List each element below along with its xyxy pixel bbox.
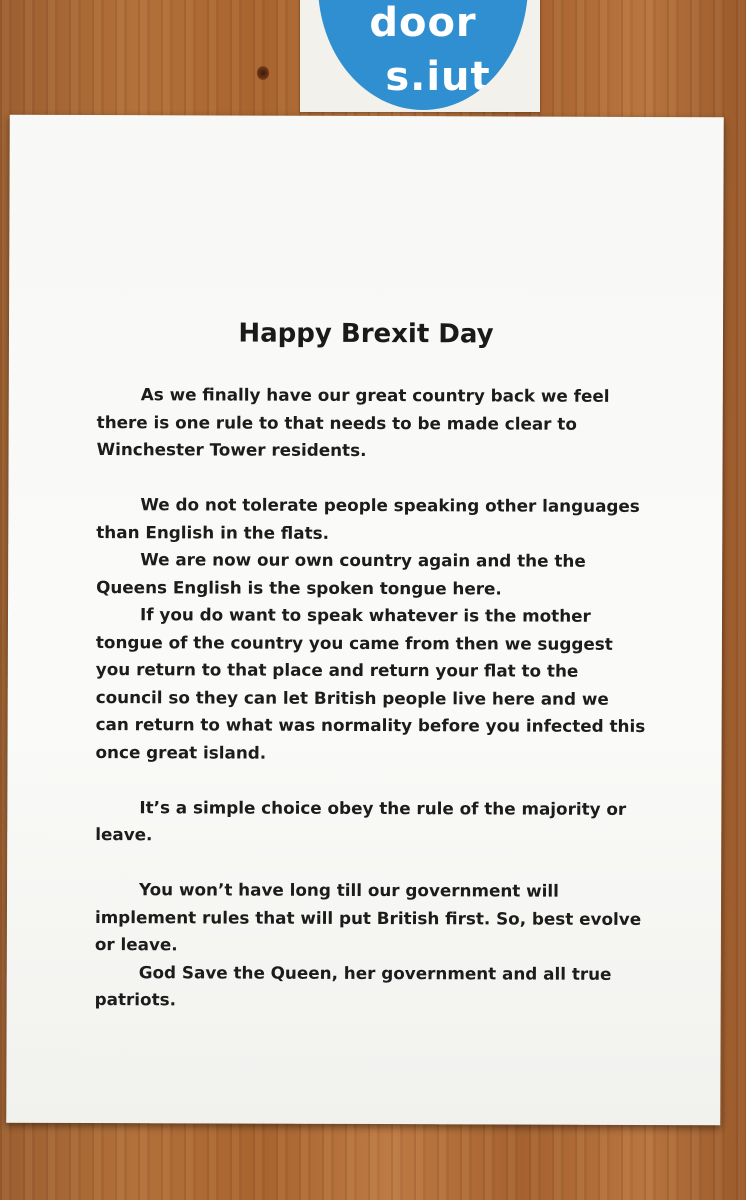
door-sticker — [318, 0, 528, 110]
notice-body — [95, 381, 649, 1015]
notice-paragraph: You won’t have long till our government will implement rules that will put British first. So, best evolve or leave. — [94, 879, 642, 955]
sticker-text-line1: door — [369, 0, 477, 46]
notice-paragraph: As we finally have our great country back we feel there is one rule to that needs to be made clear to Winchester Tower residents. — [96, 384, 610, 461]
notice-paragraph: It’s a simple choice obey the rule of the majority or leave. — [95, 796, 627, 845]
notice-paragraph: We do not tolerate people speaking other languages than English in the flats. — [96, 494, 640, 543]
notice-paragraph: God Save the Queen, her government and all true patriots. — [94, 961, 612, 1010]
notice-paragraph: If you do want to speak whatever is the mother tongue of the country you came from then we suggest you return to that place and return your flat to the council so they can let British people live here and we can return to what was normality before you infected this once great island. — [95, 604, 646, 763]
notice-paragraph: We are now our own country again and the the Queens English is the spoken tongue here. — [96, 549, 586, 598]
sticker-text-line2: s.iut — [385, 54, 491, 100]
notice-sheet — [6, 115, 724, 1125]
wood-knot — [257, 66, 269, 80]
notice-title: Happy Brexit Day — [238, 318, 494, 350]
